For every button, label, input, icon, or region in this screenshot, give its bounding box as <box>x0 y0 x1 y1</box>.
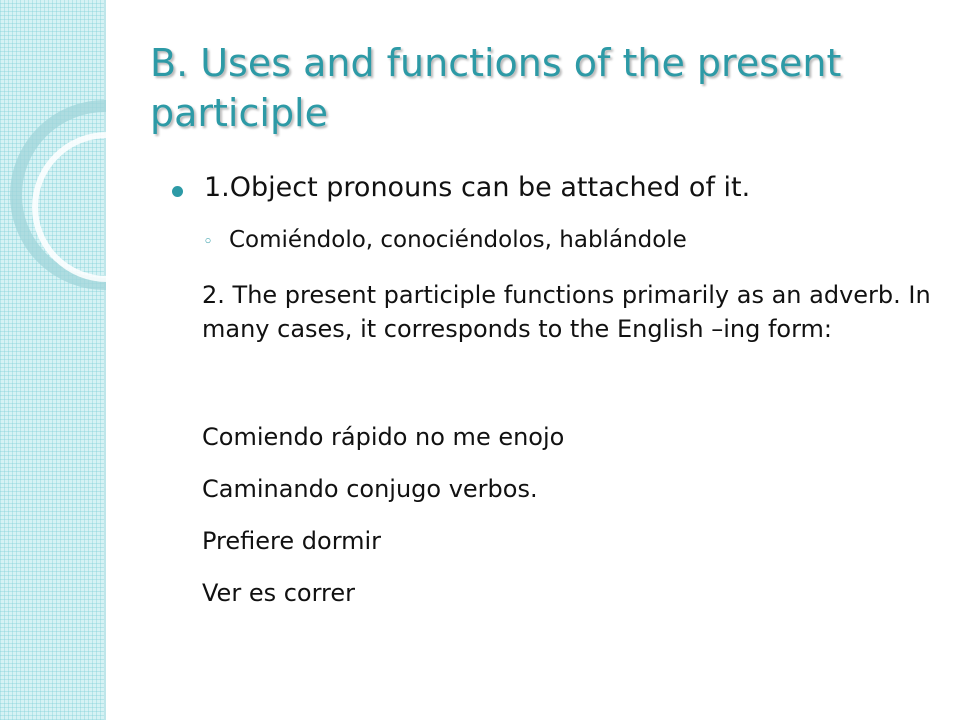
sub-bullet-marker-icon: ◦ <box>203 232 214 252</box>
bullet-item-1: 1.Object pronouns can be attached of it. <box>204 172 751 203</box>
sub-bullet-item: Comiéndolo, conociéndolos, hablándole <box>229 227 687 253</box>
example-line: Prefiere dormir <box>202 527 382 555</box>
example-line: Comiendo rápido no me enojo <box>202 423 565 451</box>
paragraph-item-2: 2. The present participle functions primarily as an adverb. In many cases, it corresponds to the English –ing form: <box>202 281 931 343</box>
bullet-dot-icon <box>172 186 183 197</box>
example-line: Caminando conjugo verbos. <box>202 475 538 503</box>
slide-title: B. Uses and functions of the present participle <box>150 41 842 135</box>
example-line: Ver es correr <box>202 579 356 607</box>
